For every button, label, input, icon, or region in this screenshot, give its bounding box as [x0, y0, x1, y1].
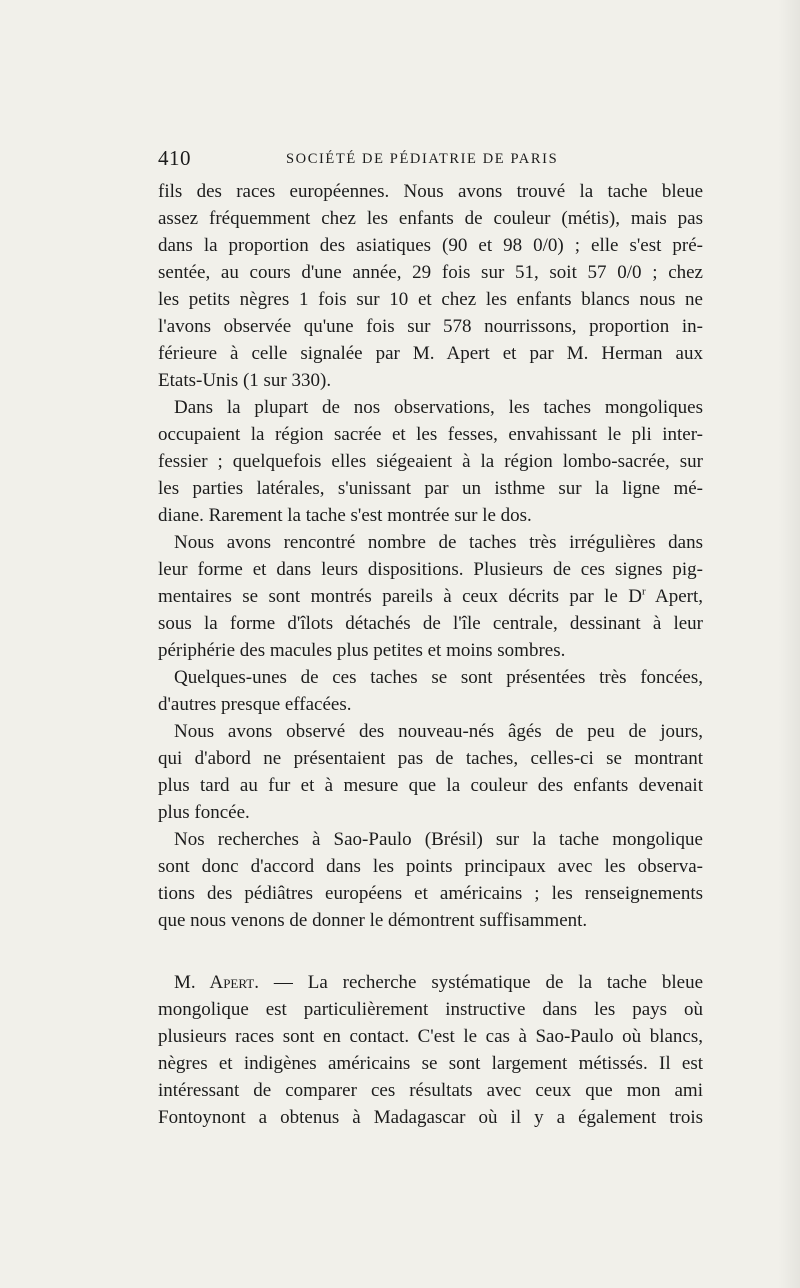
text-line: leur forme et dans leurs dispositions. Plusieurs de ces signes pig-	[158, 559, 703, 580]
text-line: férieure à celle signalée par M. Apert et par M. Herman aux	[158, 343, 703, 364]
text-line: intéressant de comparer ces résultats avec ceux que mon ami	[158, 1080, 703, 1101]
body-text	[158, 178, 703, 1131]
paragraph	[158, 178, 703, 394]
paragraph	[158, 826, 703, 934]
text-line: dans la proportion des asiatiques (90 et 98 0/0) ; elle s'est pré-	[158, 235, 703, 256]
text-fragment: Apert,	[645, 586, 703, 607]
superscript: r	[641, 585, 646, 598]
text-line: périphérie des macules plus petites et moins sombres.	[158, 640, 566, 661]
text-line: sous la forme d'îlots détachés de l'île centrale, dessinant à leur	[158, 613, 703, 634]
discussion-paragraph	[158, 969, 703, 1131]
text-line: assez fréquemment chez les enfants de couleur (métis), mais pas	[158, 208, 703, 229]
text-line: sentée, au cours d'une année, 29 fois sur 51, soit 57 0/0 ; chez	[158, 262, 703, 283]
text-line: Dans la plupart de nos observations, les taches mongoliques	[174, 397, 703, 418]
text-line: l'avons observée qu'une fois sur 578 nourrissons, proportion in-	[158, 316, 703, 337]
paragraph	[158, 664, 703, 718]
text-line: Nous avons rencontré nombre de taches très irrégulières dans	[174, 532, 703, 553]
text-line: Etats-Unis (1 sur 330).	[158, 370, 332, 391]
page-header	[158, 146, 703, 174]
text-line: que nous venons de donner le démontrent suffisamment.	[158, 910, 588, 931]
paragraph	[158, 718, 703, 826]
page-number: 410	[158, 146, 191, 170]
text-line: les parties latérales, s'unissant par un isthme sur la ligne mé-	[158, 478, 703, 499]
text-fragment: mentaires se sont montrés pareils à ceux décrits par le D	[158, 586, 642, 607]
text-line-with-speaker	[158, 969, 703, 996]
text-line: plus foncée.	[158, 802, 250, 823]
text-line: sont donc d'accord dans les points principaux avec les observa-	[158, 856, 703, 877]
text-line: Nous avons observé des nouveau-nés âgés de peu de jours,	[174, 721, 703, 742]
text-line: diane. Rarement la tache s'est montrée sur le dos.	[158, 505, 532, 526]
text-line: plus tard au fur et à mesure que la couleur des enfants devenait	[158, 775, 703, 796]
text-line: Fontoynont a obtenus à Madagascar où il y a également trois	[158, 1107, 703, 1128]
running-title: SOCIÉTÉ DE PÉDIATRIE DE PARIS	[286, 151, 559, 167]
text-line: plusieurs races sont en contact. C'est le cas à Sao-Paulo où blancs,	[158, 1026, 703, 1047]
section-gap	[158, 934, 703, 969]
text-line-with-superscript	[158, 583, 703, 610]
text-line: d'autres presque effacées.	[158, 694, 352, 715]
paragraph	[158, 529, 703, 664]
text-line: qui d'abord ne présentaient pas de taches, celles-ci se montrant	[158, 748, 703, 769]
text-line: tions des pédiâtres européens et américains ; les renseignements	[158, 883, 703, 904]
speaker-name: M. Apert.	[174, 972, 259, 993]
text-line: occupaient la région sacrée et les fesses, envahissant le pli inter-	[158, 424, 703, 445]
text-line: Quelques-unes de ces taches se sont présentées très foncées,	[174, 667, 703, 688]
text-line: nègres et indigènes américains se sont largement métissés. Il est	[158, 1053, 703, 1074]
page-edge-shade	[778, 0, 800, 1288]
text-line: les petits nègres 1 fois sur 10 et chez les enfants blancs nous ne	[158, 289, 703, 310]
text-fragment: — La recherche systématique de la tache bleue	[258, 972, 703, 993]
text-line: fils des races européennes. Nous avons trouvé la tache bleue	[158, 181, 703, 202]
text-line: mongolique est particulièrement instructive dans les pays où	[158, 999, 703, 1020]
text-line: fessier ; quelquefois elles siégeaient à la région lombo-sacrée, sur	[158, 451, 703, 472]
paragraph	[158, 394, 703, 529]
text-line: Nos recherches à Sao-Paulo (Brésil) sur la tache mongolique	[174, 829, 703, 850]
